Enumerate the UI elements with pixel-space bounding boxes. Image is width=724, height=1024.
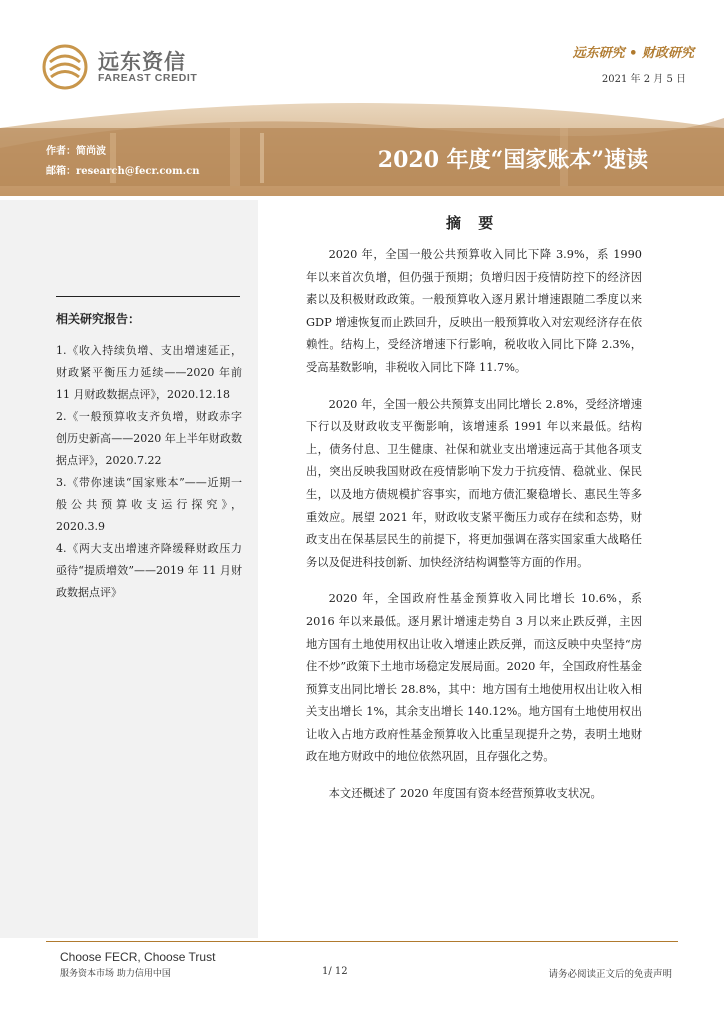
footer-disclaimer: 请务必阅读正文后的免责声明: [548, 969, 672, 980]
page-title: 2020 年度“国家账本”速读: [377, 147, 648, 173]
fecr-logo-icon: [42, 44, 88, 90]
author-email: 邮箱：research@fecr.com.cn: [46, 166, 200, 177]
summary-body: [306, 244, 642, 820]
author-line: 作者：简尚波: [46, 146, 106, 157]
footer-slogan: Choose FECR, Choose Trust: [60, 950, 216, 964]
related-reports-heading: 相关研究报告：: [56, 312, 141, 326]
summary-paragraph: 2020 年，全国政府性基金预算收入同比增长 10.6%，系 2016 年以来最低。逐月累计增速走势自 3 月以来止跌反弹，主因地方国有土地使用权出让收入增速止跌反弹，而这反映中央坚持“房住不炒”政策下土地市场稳定发展局面。2020 年，全国政府性基金预算支出同比增长 28.8%，其中：地方国有土地使用权出让收入相关支出增长 1%，其余支出增长 140.12%。地方国有土地使用权出让收入占地方政府性基金预算收入比重呈现提升之势，表明土地财政在地方财政中的地位依然巩固，且存强化之势。: [306, 592, 642, 764]
footer-slogan-cn: 服务资本市场 助力信用中国: [60, 969, 171, 979]
page-number: 1/ 12: [322, 966, 348, 977]
report-series: 远东研究 • 财政研究: [572, 46, 694, 61]
summary-paragraph: 2020 年，全国一般公共预算收入同比下降 3.9%，系 1990 年以来首次负增，但仍强于预期；负增归因于疫情防控下的经济因素以及积极财政政策。一般预算收入逐月累计增速跟随二季度以来 GDP 增速恢复而止跌回升，反映出一般预算收入对宏观经济存在依赖性。结构上，受经济增速下行影响，税收收入同比下降 2.3%，受高基数影响，非税收入同比下降 11.7%。: [306, 248, 642, 374]
footer-divider: [46, 941, 678, 942]
related-reports-list: [56, 340, 242, 604]
brand-name-en: FAREAST CREDIT: [98, 72, 198, 84]
header-banner: [0, 88, 724, 196]
related-report-item: 4.《两大支出增速齐降缓释财政压力亟待“提质增效”——2019 年 11 月财政数据点评》: [56, 542, 242, 599]
summary-paragraph: 2020 年，全国一般公共预算支出同比增长 2.8%，受经济增速下行以及财政收支平衡影响，该增速系 1991 年以来最低。结构上，债务付息、卫生健康、社保和就业支出增速远高于其他各项支出，突出反映我国财政在疫情影响下发力于抗疫情、稳就业、保民生，以及地方债规模扩容事实，而地方债汇聚稳增长、惠民生等多重效应。展望 2021 年，财政收支紧平衡压力或存在续和态势，财政支出在保基层民生的前提下，将更加强调在落实国家重大战略任务以及促进科技创新、加快经济结构调整等方面的作用。: [306, 397, 642, 569]
brand-name-cn: 远东资信: [98, 50, 186, 74]
related-report-item: 1.《收入持续负增、支出增速延正，财政紧平衡压力延续——2020 年前 11 月财政数据点评》，2020.12.18: [56, 344, 242, 401]
related-report-item: 3.《带你速读“国家账本”——近期一般公共预算收支运行探究》，2020.3.9: [56, 476, 242, 533]
summary-heading: 摘 要: [446, 214, 500, 232]
summary-paragraph: 本文还概述了 2020 年度国有资本经营预算收支状况。: [328, 787, 602, 801]
report-date: 2021 年 2 月 5 日: [601, 74, 686, 85]
sidebar-divider: [56, 296, 240, 297]
related-report-item: 2.《一般预算收支齐负增，财政赤字创历史新高——2020 年上半年财政数据点评》，2020.7.22: [56, 410, 242, 467]
